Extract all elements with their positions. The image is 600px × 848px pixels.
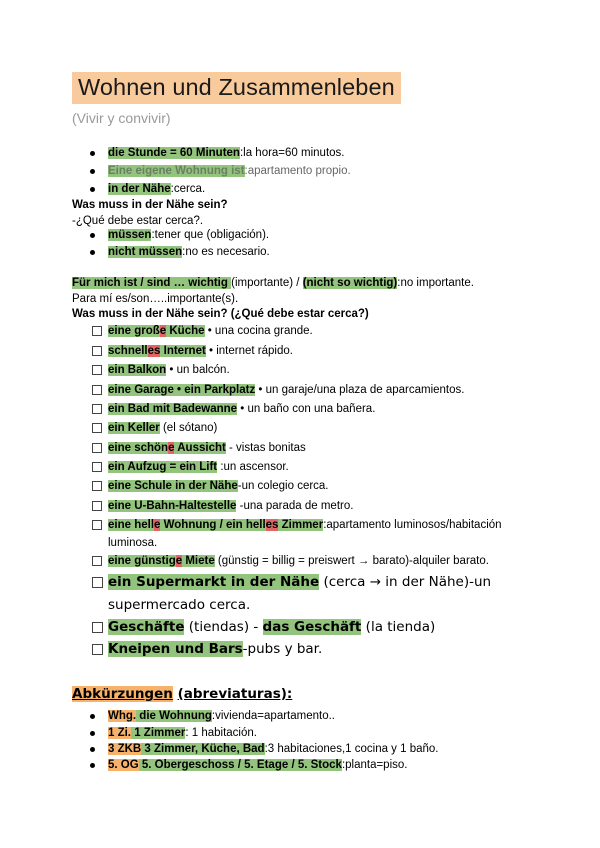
- ending: e: [159, 325, 167, 337]
- translation: • un garaje/una plaza de aparcamientos.: [255, 384, 465, 396]
- ending: e: [154, 519, 161, 531]
- checkbox[interactable]: [92, 443, 102, 453]
- translation: • una cocina grande.: [204, 325, 313, 337]
- list-item: [90, 146, 344, 160]
- term: eine groß: [108, 325, 160, 337]
- checkbox[interactable]: [92, 520, 102, 530]
- term: die Wohnung: [136, 710, 212, 722]
- term: ein Balkon: [108, 364, 167, 376]
- term: Aussicht: [174, 442, 226, 454]
- ending: e: [168, 442, 175, 454]
- wichtig-translation: Para mí es/son…..importante(s).: [72, 293, 239, 305]
- translation: • un balcón.: [166, 364, 230, 376]
- question-translation: -¿Qué debe estar cerca?.: [72, 215, 204, 227]
- checkbox[interactable]: [92, 481, 102, 491]
- checklist-item[interactable]: [92, 616, 435, 638]
- list-item: [90, 228, 269, 242]
- list-item: [90, 758, 407, 772]
- translation-continued: supermercado cerca.: [108, 597, 251, 613]
- list-item: [90, 726, 257, 740]
- checklist-item[interactable]: [92, 421, 217, 435]
- translation: (abreviaturas):: [177, 686, 293, 702]
- term: die Stunde = 60 Minuten: [108, 147, 240, 159]
- term: Zimmer: [278, 519, 324, 531]
- list-item: [90, 709, 335, 723]
- checklist-item[interactable]: [92, 638, 322, 660]
- term: eine schön: [108, 442, 169, 454]
- checklist-item[interactable]: [92, 518, 502, 532]
- checklist-item[interactable]: [92, 344, 293, 358]
- term: in der Nähe: [108, 183, 171, 195]
- translation: :la hora=60 minutos.: [239, 147, 345, 159]
- translation: (günstig = billig = preiswert → barato)-alquiler barato.: [214, 555, 489, 567]
- checkbox[interactable]: [92, 385, 102, 395]
- translation: : 1 habitación.: [185, 727, 257, 739]
- wichtig-line: [72, 276, 474, 290]
- ending: e: [175, 555, 183, 567]
- translation: :un ascensor.: [217, 461, 289, 473]
- checkbox[interactable]: [92, 423, 102, 433]
- abbreviation: 1 Zi.: [108, 727, 132, 739]
- checklist-item[interactable]: [92, 554, 489, 568]
- list-item: [90, 164, 351, 178]
- checklist-item[interactable]: [92, 460, 289, 474]
- term: das Geschäft: [262, 619, 362, 635]
- translation: (cerca → in der Nähe)-un: [319, 574, 492, 590]
- translation: :apartamento propio.: [244, 165, 351, 177]
- translation: (tiendas) -: [184, 619, 263, 635]
- translation: :no importante.: [397, 277, 474, 289]
- term: Für mich ist / sind … wichtig: [72, 277, 232, 289]
- term: Kneipen und Bars: [108, 641, 243, 657]
- translation: (la tienda): [361, 619, 436, 635]
- term: Wohnung / ein hell: [160, 519, 266, 531]
- question-heading: Was muss in der Nähe sein?: [72, 199, 228, 211]
- term: Geschäfte: [108, 619, 185, 635]
- translation: - vistas bonitas: [225, 442, 306, 454]
- checkbox[interactable]: [92, 365, 102, 375]
- title-wrap: [72, 72, 401, 104]
- translation: -pubs y bar.: [242, 641, 323, 657]
- term: schnell: [108, 345, 148, 357]
- translation: (el sótano): [159, 422, 218, 434]
- translation: :apartamento luminosos/habitación: [323, 519, 502, 531]
- term: Küche: [166, 325, 205, 337]
- term: Abkürzungen: [72, 686, 173, 702]
- list-item: [90, 742, 439, 756]
- page-title: Wohnen und Zusammenleben: [72, 72, 401, 104]
- checkbox[interactable]: [92, 501, 102, 511]
- checkbox[interactable]: [92, 644, 103, 655]
- term: 3 Zimmer, Küche, Bad: [141, 743, 265, 755]
- translation-continued: luminosa.: [108, 537, 158, 549]
- text: (importante) /: [231, 277, 303, 289]
- list-item: [90, 245, 270, 259]
- question-heading: Was muss in der Nähe sein? (¿Qué debe estar cerca?): [72, 308, 369, 320]
- term: ein Keller: [108, 422, 160, 434]
- checklist-item[interactable]: [92, 363, 230, 377]
- term: eine Garage • ein Parkplatz: [108, 384, 256, 396]
- term: eine hell: [108, 519, 155, 531]
- translation: :tener que (obligación).: [151, 229, 270, 241]
- term: ein Supermarkt in der Nähe: [108, 574, 320, 590]
- checkbox[interactable]: [92, 326, 102, 336]
- term: Internet: [160, 345, 206, 357]
- list-item: [90, 182, 205, 196]
- translation: :planta=piso.: [341, 759, 408, 771]
- translation: -una parada de metro.: [236, 500, 354, 512]
- checklist-item[interactable]: [92, 324, 313, 338]
- term: 1 Zimmer: [131, 727, 186, 739]
- translation: -un colegio cerca.: [237, 480, 329, 492]
- abbreviation: Whg.: [108, 710, 137, 722]
- term: ein Aufzug = ein Lift: [108, 461, 218, 473]
- abbr-heading: [72, 686, 292, 703]
- checkbox[interactable]: [92, 622, 103, 633]
- checklist-item[interactable]: [92, 499, 353, 513]
- checkbox[interactable]: [92, 346, 102, 356]
- translation: :3 habitaciones,1 cocina y 1 baño.: [264, 743, 439, 755]
- checkbox[interactable]: [92, 404, 102, 414]
- translation: :cerca.: [170, 183, 206, 195]
- term: eine günstig: [108, 555, 176, 567]
- term: nicht müssen: [108, 246, 183, 258]
- term: Eine eigene Wohnung ist: [108, 165, 245, 177]
- abbreviation: 5. OG: [108, 759, 139, 771]
- translation: :vivienda=apartamento..: [211, 710, 335, 722]
- term: ein Bad mit Badewanne: [108, 403, 238, 415]
- term: eine Schule in der Nähe: [108, 480, 238, 492]
- checklist-item[interactable]: [92, 479, 329, 493]
- term: Miete: [182, 555, 215, 567]
- checkbox[interactable]: [92, 556, 102, 566]
- checklist-item[interactable]: [92, 383, 464, 397]
- abbreviation: 3 ZKB: [108, 743, 142, 755]
- ending: es: [147, 345, 161, 357]
- term: (nicht so wichtig): [302, 277, 398, 289]
- term: 5. Obergeschoss / 5. Etage / 5. Stock: [138, 759, 342, 771]
- translation: :no es necesario.: [182, 246, 270, 258]
- subtitle: (Vivir y convivir): [72, 110, 171, 126]
- checklist-item[interactable]: [92, 441, 306, 455]
- translation: • internet rápido.: [205, 345, 293, 357]
- checklist-item[interactable]: [92, 571, 491, 593]
- ending: es: [265, 519, 279, 531]
- term: eine U-Bahn-Haltestelle: [108, 500, 237, 512]
- checkbox[interactable]: [92, 577, 103, 588]
- checkbox[interactable]: [92, 462, 102, 472]
- term: müssen: [108, 229, 152, 241]
- checklist-item[interactable]: [92, 402, 375, 416]
- translation: • un baño con una bañera.: [237, 403, 376, 415]
